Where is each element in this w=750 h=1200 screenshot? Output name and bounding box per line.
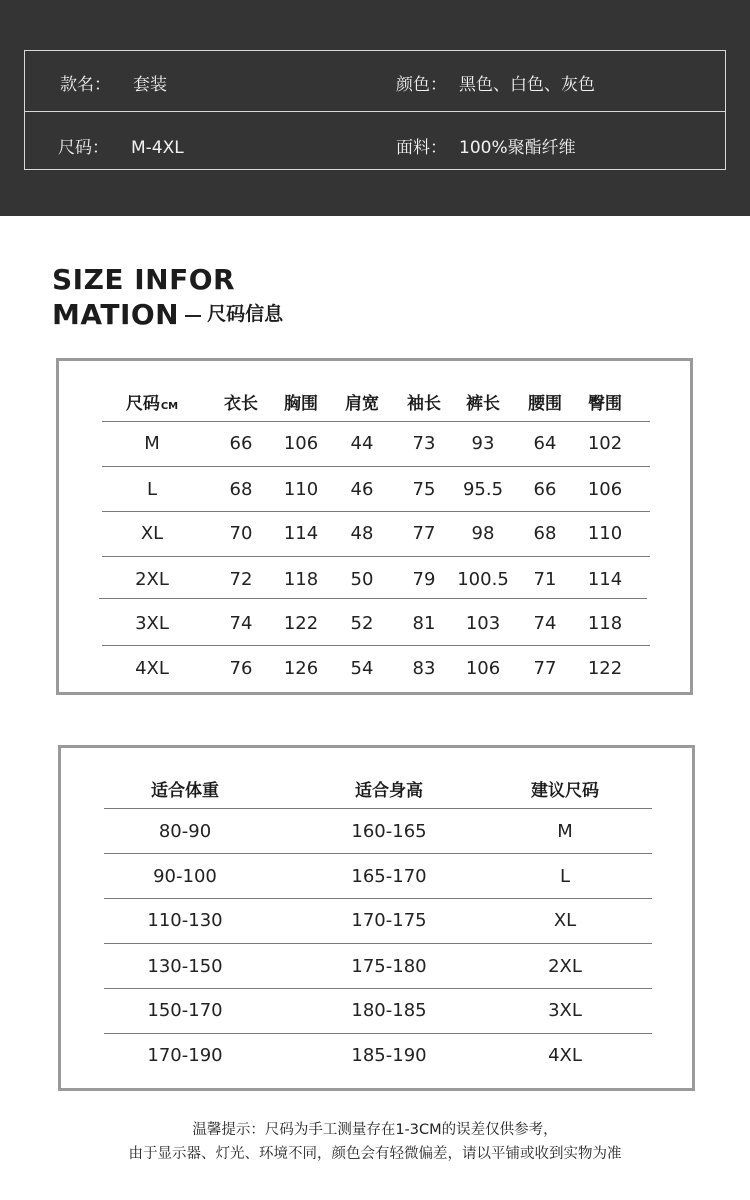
fit-size-cell: 2XL [548, 956, 582, 977]
fit-height-cell: 175-180 [351, 956, 427, 977]
fit-size-cell: M [557, 821, 573, 842]
fit-height-cell: 180-185 [351, 1000, 427, 1021]
fit-height-cell: 160-165 [351, 821, 427, 842]
size-header-7 [550, 389, 660, 414]
size-cell: 46 [350, 479, 374, 500]
size-cell: 95.5 [462, 479, 504, 500]
size-cell: 118 [283, 569, 319, 590]
size-cell: 102 [587, 433, 623, 454]
style-info [60, 70, 167, 95]
color-label: 颜色： [396, 75, 447, 95]
heading-en-line2: MATION [52, 298, 180, 331]
fit-row-divider [104, 898, 652, 899]
fit-row-divider [104, 808, 652, 809]
color-info [396, 70, 595, 95]
fit-height-cell: 165-170 [351, 866, 427, 887]
size-cell: 79 [412, 569, 436, 590]
size-header-text: 衣长 [224, 394, 258, 414]
size-cell: 106 [587, 479, 623, 500]
size-row-label: M [144, 433, 160, 454]
fit-size-cell: L [559, 866, 571, 887]
size-cell: 70 [229, 523, 253, 544]
size-cell: 73 [412, 433, 436, 454]
size-cell: 83 [412, 658, 436, 679]
color-value: 黑色、白色、灰色 [459, 75, 595, 95]
size-cell: 48 [350, 523, 374, 544]
size-range-value: M-4XL [131, 138, 184, 158]
style-label: 款名： [60, 75, 111, 95]
size-row-divider [102, 466, 650, 467]
size-cell: 110 [587, 523, 623, 544]
size-row-label: 3XL [135, 613, 169, 634]
fit-size-cell: 4XL [548, 1045, 582, 1066]
fabric-value: 100%聚酯纤维 [459, 138, 576, 158]
size-cell: 76 [229, 658, 253, 679]
size-cell: 50 [350, 569, 374, 590]
size-cell: 72 [229, 569, 253, 590]
size-header-text: 臀围 [588, 394, 622, 414]
size-table [56, 358, 693, 695]
size-cell: 122 [283, 613, 319, 634]
size-header-text: 肩宽 [345, 394, 379, 414]
size-info-heading [52, 262, 283, 332]
style-value: 套装 [133, 75, 167, 95]
size-range-label: 尺码： [58, 138, 109, 158]
fit-height-cell: 170-175 [351, 910, 427, 931]
fit-row-divider [104, 1033, 652, 1034]
product-info-band [0, 0, 750, 216]
size-cell: 77 [412, 523, 436, 544]
size-cell: 114 [283, 523, 319, 544]
size-row-divider [102, 511, 650, 512]
size-cell: 98 [471, 523, 495, 544]
size-cell: 64 [533, 433, 557, 454]
size-header-text: 尺码 [125, 394, 160, 414]
heading-en-line1: SIZE INFOR [52, 263, 236, 296]
size-cell: 44 [350, 433, 374, 454]
note-line2: 由于显示器、灯光、环境不同，颜色会有轻微偏差，请以平铺或收到实物为准 [128, 1146, 622, 1162]
size-cell: 118 [587, 613, 623, 634]
size-header-text: 腰围 [528, 394, 562, 414]
fit-header-1: 适合身高 [355, 781, 423, 801]
fit-header-0: 适合体重 [151, 781, 219, 801]
size-cell: 54 [350, 658, 374, 679]
fit-weight-cell: 80-90 [158, 821, 212, 842]
size-header-text: 胸围 [284, 394, 318, 414]
fabric-info [396, 133, 576, 158]
fit-size-cell: 3XL [548, 1000, 582, 1021]
fit-row-divider [104, 988, 652, 989]
size-row-divider [102, 421, 650, 422]
fit-height-cell: 185-190 [351, 1045, 427, 1066]
fit-header-2: 建议尺码 [531, 781, 599, 801]
size-row-divider [102, 556, 650, 557]
size-row-label: 4XL [135, 658, 169, 679]
size-cell: 74 [533, 613, 557, 634]
fit-size-cell: XL [553, 910, 577, 931]
heading-line2 [52, 297, 283, 332]
size-row-divider [99, 598, 647, 599]
size-cell: 106 [283, 433, 319, 454]
fit-weight-cell: 90-100 [153, 866, 217, 887]
note-line1: 温馨提示：尺码为手工测量存在1-3CM的误差仅供参考， [192, 1122, 558, 1138]
size-cell: 93 [471, 433, 495, 454]
fabric-label: 面料： [396, 138, 447, 158]
size-unit: CM [160, 401, 179, 412]
size-cell: 75 [412, 479, 436, 500]
size-cell: 66 [533, 479, 557, 500]
size-range-info [58, 133, 184, 158]
size-cell: 110 [283, 479, 319, 500]
size-cell: 74 [229, 613, 253, 634]
heading-cn: 尺码信息 [207, 303, 284, 325]
fit-weight-cell: 170-190 [147, 1045, 223, 1066]
size-cell: 68 [533, 523, 557, 544]
size-cell: 103 [465, 613, 501, 634]
size-cell: 126 [283, 658, 319, 679]
size-cell: 122 [587, 658, 623, 679]
fit-weight-cell: 150-170 [147, 1000, 223, 1021]
size-cell: 114 [587, 569, 623, 590]
fit-weight-cell: 130-150 [147, 956, 223, 977]
size-header-text: 袖长 [407, 394, 441, 414]
size-cell: 52 [350, 613, 374, 634]
size-cell: 106 [465, 658, 501, 679]
fit-weight-cell: 110-130 [147, 910, 223, 931]
size-cell: 71 [533, 569, 557, 590]
size-row-label: XL [140, 523, 164, 544]
size-row-label: 2XL [135, 569, 169, 590]
size-header-text: 裤长 [466, 394, 500, 414]
size-cell: 68 [229, 479, 253, 500]
size-cell: 81 [412, 613, 436, 634]
fit-row-divider [104, 943, 652, 944]
size-row-divider [102, 645, 650, 646]
fit-table [58, 745, 695, 1091]
size-cell: 66 [229, 433, 253, 454]
size-cell: 77 [533, 658, 557, 679]
heading-dash [185, 315, 201, 317]
fit-row-divider [104, 853, 652, 854]
size-cell: 100.5 [457, 569, 509, 590]
size-row-label: L [146, 479, 158, 500]
product-info-divider [25, 111, 725, 112]
